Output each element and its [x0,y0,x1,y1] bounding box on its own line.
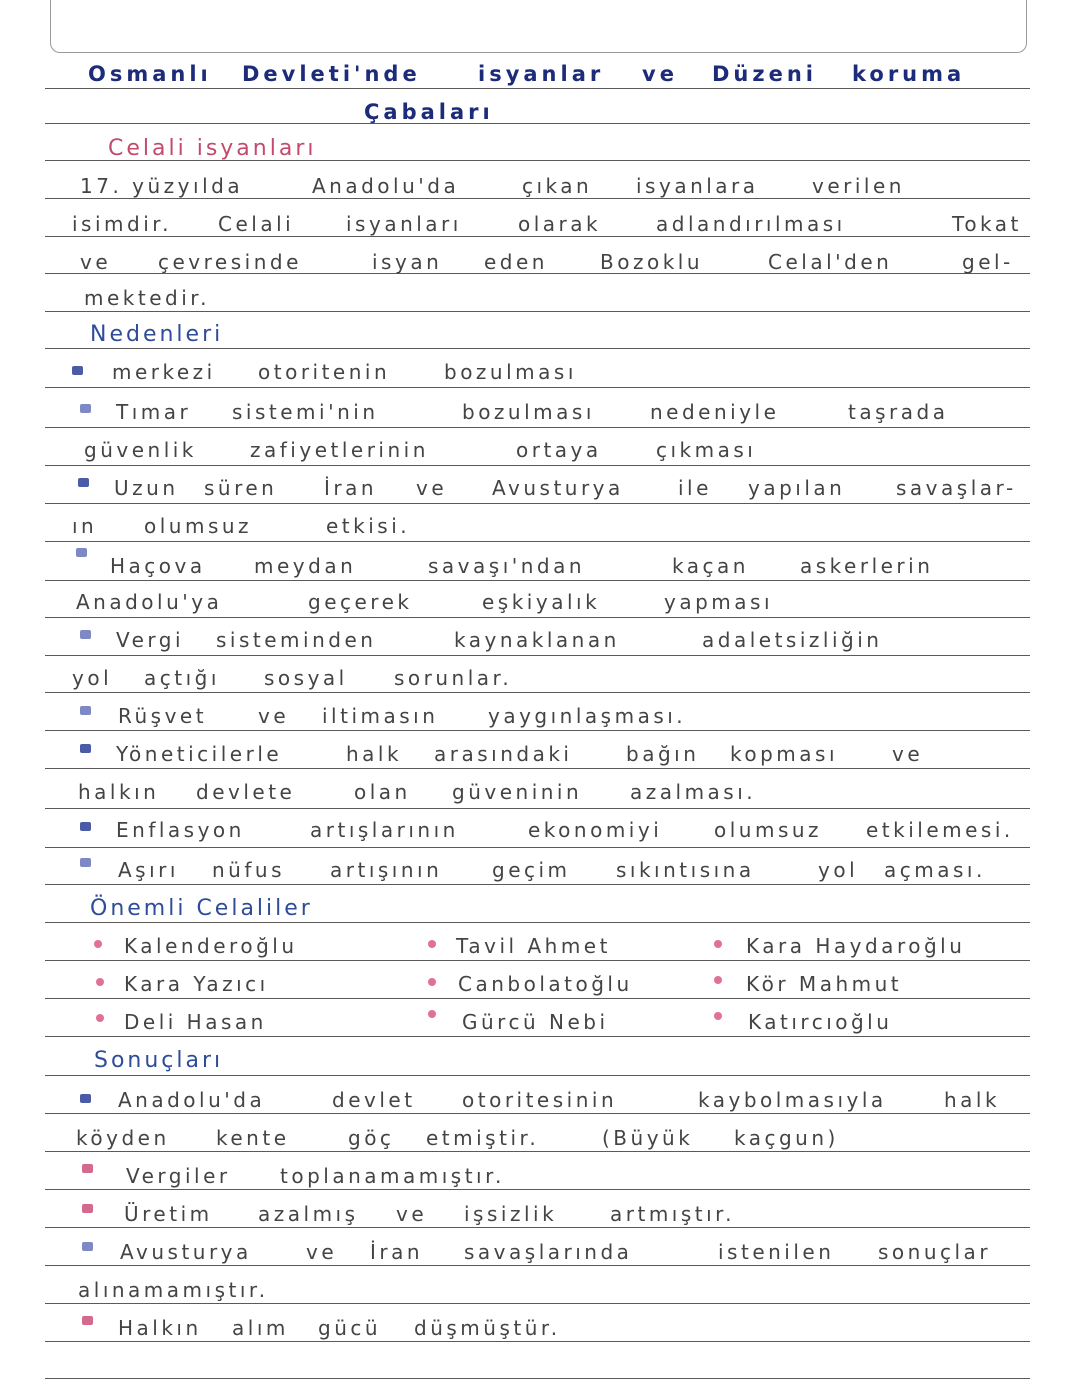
celali-name: Gürcü Nebi [462,1010,609,1034]
line-word: güveninin [452,780,583,804]
bullet-icon [82,1316,93,1325]
para-word: isyanlara [636,174,759,198]
sonuclari-heading: Sonuçları [94,1048,224,1073]
line-word: ve [306,1240,338,1264]
ruled-line [45,884,1030,885]
bullet-icon [78,478,89,487]
ruled-line [45,387,1030,388]
ruled-line [45,1227,1030,1228]
para-word: isimdir. [72,212,173,236]
line-word: Tımar [116,400,192,424]
para-word: adlandırılması [656,212,846,236]
ruled-line [45,960,1030,961]
line-word: ile [678,476,712,500]
line-word: devlet [332,1088,416,1112]
line-word: bozulması [462,400,595,424]
line-word: kente [216,1126,290,1150]
para-word: verilen [812,174,905,198]
line-word: kaynaklanan [454,628,620,652]
line-word: köyden [76,1126,170,1150]
dot-icon [714,940,722,948]
line-word: otoritenin [258,360,391,384]
line-word: güvenlik [84,438,197,462]
para-word: Tokat [952,212,1022,236]
celali-name: Kara Haydaroğlu [746,934,966,958]
line-word: bağın [626,742,700,766]
para-word: olarak [518,212,602,236]
title-word: ve [642,62,678,86]
line-word: Haçova [110,554,206,578]
bullet-icon [80,630,91,639]
line-word: sıkıntısına [616,858,755,882]
ruled-line [45,768,1030,769]
ruled-line [45,808,1030,809]
ruled-line [45,88,1030,89]
celali-name: Canbolatoğlu [458,972,633,996]
title-word: koruma [852,62,966,86]
bullet-icon [76,548,87,557]
ruled-line [45,1303,1030,1304]
line-word: arasındaki [434,742,573,766]
ruled-line [45,617,1030,618]
line-word: sistemi'nin [232,400,379,424]
line-word: nüfus [212,858,285,882]
line-word: artmıştır. [610,1202,735,1226]
celali-name: Kör Mahmut [746,972,903,996]
line-word: çıkması [656,438,757,462]
line-word: askerlerin [800,554,934,578]
line-word: İran [324,476,378,500]
line-word: istenilen [718,1240,835,1264]
line-word: Avusturya [492,476,624,500]
line-word: toplanamamıştır. [280,1164,505,1188]
line-word: ortaya [516,438,602,462]
line-word: ve [396,1202,428,1226]
line-word: yapılan [748,476,846,500]
line-word: yol [72,666,113,690]
line-word: açtığı [144,666,220,690]
para-word: Anadolu'da [312,174,460,198]
line-word: azalması. [630,780,757,804]
line-word: gücü [318,1316,382,1340]
line-word: Vergiler [126,1164,231,1188]
line-word: devlete [196,780,296,804]
ruled-line [45,580,1030,581]
dot-icon [428,940,436,948]
ruled-line [45,123,1030,124]
line-word: zafiyetlerinin [250,438,429,462]
line-word: sorunlar. [394,666,513,690]
para-word: gel- [962,250,1014,274]
celali-name: Deli Hasan [124,1010,267,1034]
ruled-line [45,1151,1030,1152]
header-box [50,0,1027,53]
line-word: bozulması [444,360,577,384]
line-word: göç [348,1126,395,1150]
line-word: Vergi [116,628,185,652]
line-word: ekonomiyi [528,818,663,842]
bullet-icon [80,858,91,867]
line-word: artışının [330,858,443,882]
line-word: kaçan [672,554,749,578]
line-word: savaşı'ndan [428,554,586,578]
dot-icon [96,978,104,986]
ruled-line [45,847,1030,848]
line-word: eşkiyalık [482,590,601,614]
ruled-line [45,541,1030,542]
line-word: merkezi [112,360,216,384]
ruled-line [45,1036,1030,1037]
para-word: çıkan [522,174,593,198]
title-word: Osmanlı [88,62,212,86]
line-word: Anadolu'da [118,1088,266,1112]
para-word: çevresinde [158,250,302,274]
line-word: Avusturya [120,1240,252,1264]
title-word: Devleti'nde [242,62,421,86]
line-word: etmiştir. [426,1126,540,1150]
bullet-icon [80,744,91,753]
line-word: Enflasyon [116,818,245,842]
line-word: yol [818,858,859,882]
bullet-icon [80,404,91,413]
line-word: artışlarının [310,818,459,842]
line-word: kopması [730,742,839,766]
title-word: isyanlar [478,62,605,86]
onemli-heading: Önemli Celaliler [90,896,313,921]
line-word: Yöneticilerle [116,742,283,766]
celali-name: Kalenderoğlu [124,934,298,958]
celali-name: Tavil Ahmet [456,934,611,958]
line-word: otoritesinin [462,1088,618,1112]
line-word: geçerek [308,590,413,614]
line-word: ın [72,514,98,538]
celali-name: Katırcıoğlu [748,1010,893,1034]
line-word: sonuçlar [878,1240,992,1264]
ruled-line [45,730,1030,731]
dot-icon [428,978,436,986]
line-word: sosyal [264,666,348,690]
para-word: Bozoklu [600,250,704,274]
line-word: sisteminden [216,628,377,652]
dot-icon [94,940,102,948]
line-word: kaybolmasıyla [698,1088,887,1112]
line-word: halkın [78,780,160,804]
ruled-line [45,503,1030,504]
line-word: azalmış [258,1202,359,1226]
line-word: Aşırı [118,858,179,882]
line-word: olumsuz [144,514,253,538]
celali-name: Kara Yazıcı [124,972,269,996]
line-word: nedeniyle [650,400,780,424]
ruled-line [45,1075,1030,1076]
bullet-icon [82,1204,93,1213]
line-word: Anadolu'ya [76,590,223,614]
line-word: adaletsizliğin [702,628,883,652]
ruled-line [45,465,1030,466]
dot-icon [96,1014,104,1022]
line-word: ve [892,742,924,766]
line-word: alınamamıştır. [78,1278,269,1302]
ruled-line [45,1113,1030,1114]
title-line-2: Çabaları [364,100,494,124]
bullet-icon [80,706,91,715]
line-word: iltimasın [322,704,439,728]
para-word: ve [80,250,112,274]
line-word: açması. [884,858,986,882]
dot-icon [428,1010,436,1018]
bullet-icon [80,1094,91,1103]
bullet-icon [80,822,91,831]
line-word: meydan [254,554,357,578]
ruled-line [45,998,1030,999]
ruled-line [45,1341,1030,1342]
ruled-line [45,311,1030,312]
dot-icon [714,1012,722,1020]
ruled-line [45,427,1030,428]
title-word: Düzeni [712,62,817,86]
para-word: isyan [372,250,443,274]
para-word: Celali [218,212,295,236]
line-word: halk [346,742,403,766]
ruled-line [45,1378,1030,1379]
line-word: (Büyük [602,1126,694,1150]
nedenleri-heading: Nedenleri [90,322,224,347]
para-word: mektedir. [84,286,211,310]
line-word: yaygınlaşması. [488,704,687,728]
ruled-line [45,922,1030,923]
line-word: alım [232,1316,289,1340]
line-word: geçim [492,858,571,882]
line-word: Rüşvet [118,704,208,728]
line-word: taşrada [848,400,949,424]
ruled-line [45,236,1030,237]
line-word: kaçgun) [734,1126,839,1150]
celali-heading: Celali isyanları [108,136,317,161]
bullet-icon [82,1242,93,1251]
dot-icon [714,976,722,984]
line-word: ve [258,704,290,728]
line-word: Üretim [124,1202,213,1226]
line-word: etkisi. [326,514,411,538]
ruled-line [45,1265,1030,1266]
para-word: isyanları [346,212,462,236]
bullet-icon [82,1164,93,1173]
line-word: halk [944,1088,1001,1112]
line-word: yapması [664,590,774,614]
para-word: 17. yüzyılda [80,174,244,198]
ruled-line [45,348,1030,349]
ruled-line [45,655,1030,656]
line-word: İran [370,1240,424,1264]
line-word: Uzun [114,476,179,500]
line-word: ve [416,476,448,500]
bullet-icon [72,366,83,375]
para-word: Celal'den [768,250,893,274]
line-word: süren [204,476,278,500]
line-word: olumsuz [714,818,823,842]
line-word: savaşlarında [464,1240,633,1264]
line-word: Halkın [118,1316,202,1340]
line-word: etkilemesi. [866,818,1014,842]
para-word: eden [484,250,548,274]
ruled-line [45,198,1030,199]
ruled-line [45,692,1030,693]
ruled-line [45,1189,1030,1190]
line-word: olan [354,780,411,804]
line-word: savaşlar- [896,476,1017,500]
line-word: düşmüştür. [414,1316,561,1340]
line-word: işsizlik [464,1202,558,1226]
